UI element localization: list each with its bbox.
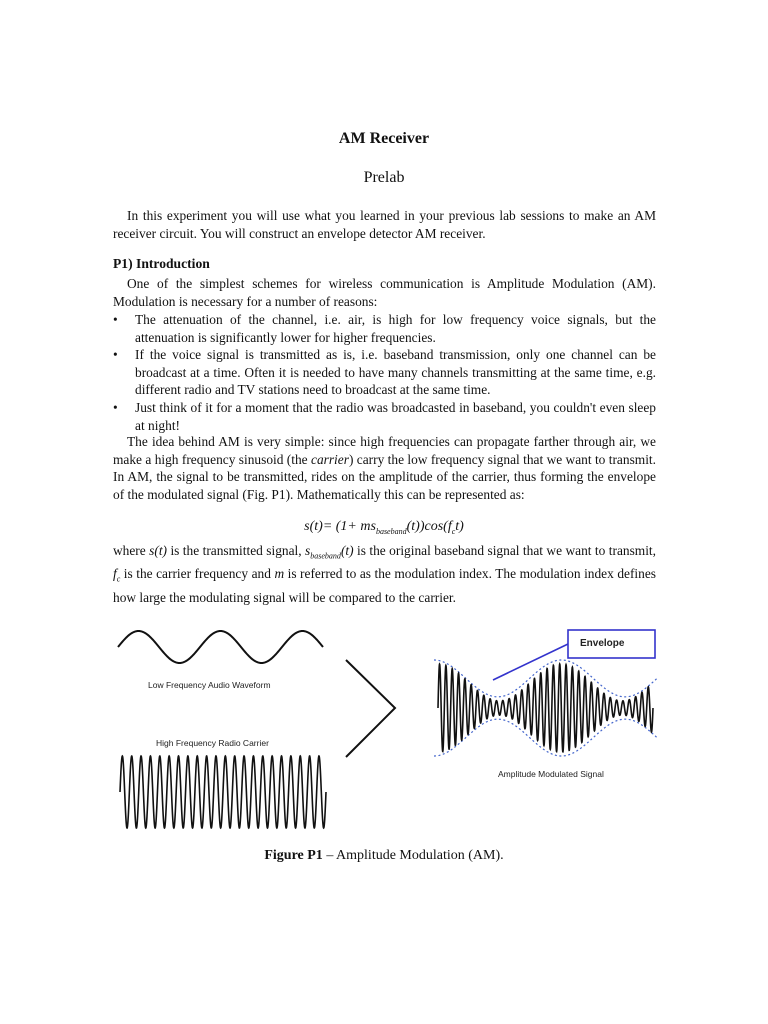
list-item-text: Just think of it for a moment that the radio was broadcasted in baseband, you couldn't even sleep at night! [135,399,656,433]
combine-arrow [346,660,395,757]
audio-waveform [118,631,323,663]
list-item-text: If the voice signal is transmitted as is, i.e. baseband transmission, only one channel can be broadcast at a time. Often it is needed to have many channels transmitting at the same time, e.g. different radio and TV stations need to broadcast at the same time. [135,347,656,398]
figure-caption: Figure P1 – Amplitude Modulation (AM). [264,848,504,863]
am-waveform [438,664,653,752]
carrier-waveform [120,756,326,828]
audio-waveform-label: Low Frequency Audio Waveform [148,680,271,690]
reasons-list [113,311,656,434]
bullet-icon: • [113,347,118,363]
carrier-term: carrier [311,451,349,467]
am-signal-label: Amplitude Modulated Signal [498,769,604,779]
list-item-text: The attenuation of the channel, i.e. air, is high for low frequency voice signals, but the attenuation is significantly lower for higher frequencies. [135,312,656,345]
bullet-icon: • [113,399,118,415]
section-heading: P1) Introduction [113,256,210,271]
carrier-label: High Frequency Radio Carrier [156,738,269,748]
envelope-label: Envelope [580,638,625,649]
am-figure [113,612,658,838]
list-item [113,311,656,346]
envelope-pointer-line [493,644,568,680]
paragraph-3: where s(t) is the transmitted signal, $s_{baseband}(t)$ is the original baseband signal that we want to transmit, $f_c$ is the carrier frequency and m is referred to as the modulation index. The modulation index defines how large the modulating signal will be compared to the carrier. [113,543,657,605]
paragraph-2: The idea behind AM is very simple: since high frequencies can propagate farther through air, we make a high frequency sinusoid (the carrier) carry the low frequency signal that we want to transmit. In AM, the signal to be transmitted, rides on the amplitude of the carrier, thus forming the envelope of the modulated signal (Fig. P1). Mathematically this can be represented as: [113,434,656,502]
intro-paragraph: In this experiment you will use what you learned in your previous lab sessions to make an AM receiver circuit. You will construct an envelope detector AM receiver. [113,208,656,241]
page-subtitle: Prelab [363,169,405,186]
list-item [113,346,656,399]
list-item [113,399,656,434]
paragraph-1: One of the simplest schemes for wireless communication is Amplitude Modulation (AM). Modulation is necessary for a number of reasons: [113,276,656,309]
bullet-icon: • [113,312,118,327]
am-formula: $s(t)= (1+ ms_{baseband}(t))\cos(f_ct)$ [304,519,464,536]
page-title: AM Receiver [338,130,430,147]
